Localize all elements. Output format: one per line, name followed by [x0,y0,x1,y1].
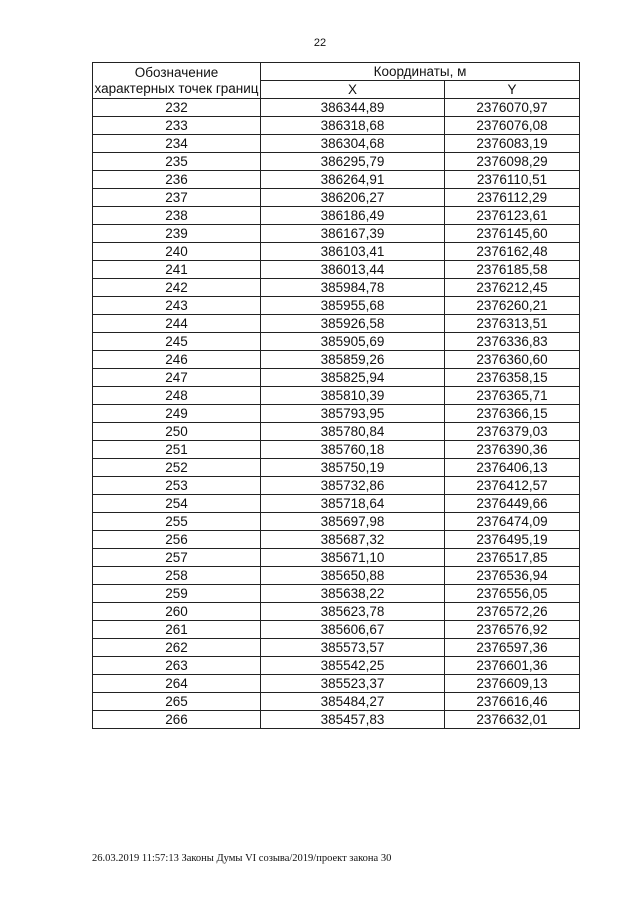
y-coordinate-cell: 2376313,51 [445,315,580,333]
point-number-cell: 265 [93,693,261,711]
header-point-designation: Обозначение характерных точек границ [93,63,261,99]
table-row [93,225,580,243]
x-coordinate-cell: 385523,37 [261,675,445,693]
table-row [93,675,580,693]
y-coordinate-cell: 2376412,57 [445,477,580,495]
table-row [93,531,580,549]
x-coordinate-cell: 385697,98 [261,513,445,531]
y-coordinate-cell: 2376616,46 [445,693,580,711]
table-row [93,603,580,621]
table-row [93,243,580,261]
table-row [93,315,580,333]
point-number-cell: 236 [93,171,261,189]
x-coordinate-cell: 386013,44 [261,261,445,279]
y-coordinate-cell: 2376110,51 [445,171,580,189]
y-coordinate-cell: 2376212,45 [445,279,580,297]
y-coordinate-cell: 2376406,13 [445,459,580,477]
x-coordinate-cell: 385905,69 [261,333,445,351]
x-coordinate-cell: 385687,32 [261,531,445,549]
table-row [93,477,580,495]
point-number-cell: 256 [93,531,261,549]
x-coordinate-cell: 385638,22 [261,585,445,603]
point-number-cell: 248 [93,387,261,405]
point-number-cell: 234 [93,135,261,153]
x-coordinate-cell: 385859,26 [261,351,445,369]
table-row [93,135,580,153]
point-number-cell: 246 [93,351,261,369]
x-coordinate-cell: 386344,89 [261,99,445,117]
point-number-cell: 237 [93,189,261,207]
point-number-cell: 240 [93,243,261,261]
table-row [93,369,580,387]
table-header [93,63,580,99]
header-y: Y [445,81,580,99]
point-number-cell: 253 [93,477,261,495]
point-number-cell: 263 [93,657,261,675]
table-row [93,99,580,117]
point-number-cell: 252 [93,459,261,477]
y-coordinate-cell: 2376517,85 [445,549,580,567]
y-coordinate-cell: 2376360,60 [445,351,580,369]
point-number-cell: 249 [93,405,261,423]
y-coordinate-cell: 2376083,19 [445,135,580,153]
point-number-cell: 255 [93,513,261,531]
x-coordinate-cell: 385484,27 [261,693,445,711]
x-coordinate-cell: 386186,49 [261,207,445,225]
point-number-cell: 250 [93,423,261,441]
x-coordinate-cell: 385793,95 [261,405,445,423]
point-number-cell: 258 [93,567,261,585]
x-coordinate-cell: 385732,86 [261,477,445,495]
x-coordinate-cell: 385984,78 [261,279,445,297]
y-coordinate-cell: 2376572,26 [445,603,580,621]
table-row [93,567,580,585]
x-coordinate-cell: 385760,18 [261,441,445,459]
y-coordinate-cell: 2376536,94 [445,567,580,585]
table-row [93,297,580,315]
x-coordinate-cell: 385623,78 [261,603,445,621]
x-coordinate-cell: 386295,79 [261,153,445,171]
x-coordinate-cell: 385810,39 [261,387,445,405]
x-coordinate-cell: 385718,64 [261,495,445,513]
point-number-cell: 245 [93,333,261,351]
y-coordinate-cell: 2376162,48 [445,243,580,261]
table-row [93,441,580,459]
y-coordinate-cell: 2376358,15 [445,369,580,387]
point-number-cell: 257 [93,549,261,567]
point-number-cell: 235 [93,153,261,171]
table-row [93,459,580,477]
table-row [93,387,580,405]
x-coordinate-cell: 385650,88 [261,567,445,585]
table-row [93,513,580,531]
x-coordinate-cell: 386167,39 [261,225,445,243]
table-row [93,351,580,369]
x-coordinate-cell: 385671,10 [261,549,445,567]
table-row [93,405,580,423]
x-coordinate-cell: 385457,83 [261,711,445,729]
y-coordinate-cell: 2376390,36 [445,441,580,459]
y-coordinate-cell: 2376336,83 [445,333,580,351]
table-row [93,333,580,351]
y-coordinate-cell: 2376474,09 [445,513,580,531]
point-number-cell: 232 [93,99,261,117]
table-row [93,423,580,441]
table-row [93,549,580,567]
x-coordinate-cell: 385926,58 [261,315,445,333]
table-row [93,153,580,171]
y-coordinate-cell: 2376556,05 [445,585,580,603]
point-number-cell: 241 [93,261,261,279]
table-row [93,171,580,189]
x-coordinate-cell: 385825,94 [261,369,445,387]
y-coordinate-cell: 2376379,03 [445,423,580,441]
y-coordinate-cell: 2376601,36 [445,657,580,675]
x-coordinate-cell: 385542,25 [261,657,445,675]
y-coordinate-cell: 2376576,92 [445,621,580,639]
y-coordinate-cell: 2376366,15 [445,405,580,423]
table-row [93,207,580,225]
table-row [93,189,580,207]
y-coordinate-cell: 2376597,36 [445,639,580,657]
point-number-cell: 259 [93,585,261,603]
table-body [93,99,580,729]
table-row [93,117,580,135]
x-coordinate-cell: 385606,67 [261,621,445,639]
table-row [93,693,580,711]
y-coordinate-cell: 2376632,01 [445,711,580,729]
y-coordinate-cell: 2376365,71 [445,387,580,405]
table-row [93,639,580,657]
point-number-cell: 239 [93,225,261,243]
table-row [93,279,580,297]
table-row [93,261,580,279]
x-coordinate-cell: 385780,84 [261,423,445,441]
point-number-cell: 266 [93,711,261,729]
x-coordinate-cell: 386304,68 [261,135,445,153]
y-coordinate-cell: 2376145,60 [445,225,580,243]
coordinates-table [92,62,580,729]
header-x: X [261,81,445,99]
y-coordinate-cell: 2376070,97 [445,99,580,117]
y-coordinate-cell: 2376112,29 [445,189,580,207]
x-coordinate-cell: 386103,41 [261,243,445,261]
x-coordinate-cell: 385750,19 [261,459,445,477]
point-number-cell: 251 [93,441,261,459]
table-row [93,585,580,603]
point-number-cell: 254 [93,495,261,513]
point-number-cell: 260 [93,603,261,621]
x-coordinate-cell: 386206,27 [261,189,445,207]
header-coordinates: Координаты, м [261,63,580,81]
y-coordinate-cell: 2376495,19 [445,531,580,549]
point-number-cell: 247 [93,369,261,387]
y-coordinate-cell: 2376123,61 [445,207,580,225]
table-row [93,711,580,729]
y-coordinate-cell: 2376185,58 [445,261,580,279]
table-row [93,495,580,513]
point-number-cell: 243 [93,297,261,315]
point-number-cell: 233 [93,117,261,135]
y-coordinate-cell: 2376609,13 [445,675,580,693]
x-coordinate-cell: 386264,91 [261,171,445,189]
point-number-cell: 238 [93,207,261,225]
point-number-cell: 264 [93,675,261,693]
table-row [93,621,580,639]
point-number-cell: 242 [93,279,261,297]
x-coordinate-cell: 385955,68 [261,297,445,315]
x-coordinate-cell: 385573,57 [261,639,445,657]
y-coordinate-cell: 2376449,66 [445,495,580,513]
page-number: 22 [313,37,327,49]
point-number-cell: 262 [93,639,261,657]
footer-note: 26.03.2019 11:57:13 Законы Думы VI созыва/2019/проект закона 30 [92,853,392,864]
point-number-cell: 261 [93,621,261,639]
y-coordinate-cell: 2376260,21 [445,297,580,315]
x-coordinate-cell: 386318,68 [261,117,445,135]
point-number-cell: 244 [93,315,261,333]
y-coordinate-cell: 2376098,29 [445,153,580,171]
table-row [93,657,580,675]
y-coordinate-cell: 2376076,08 [445,117,580,135]
